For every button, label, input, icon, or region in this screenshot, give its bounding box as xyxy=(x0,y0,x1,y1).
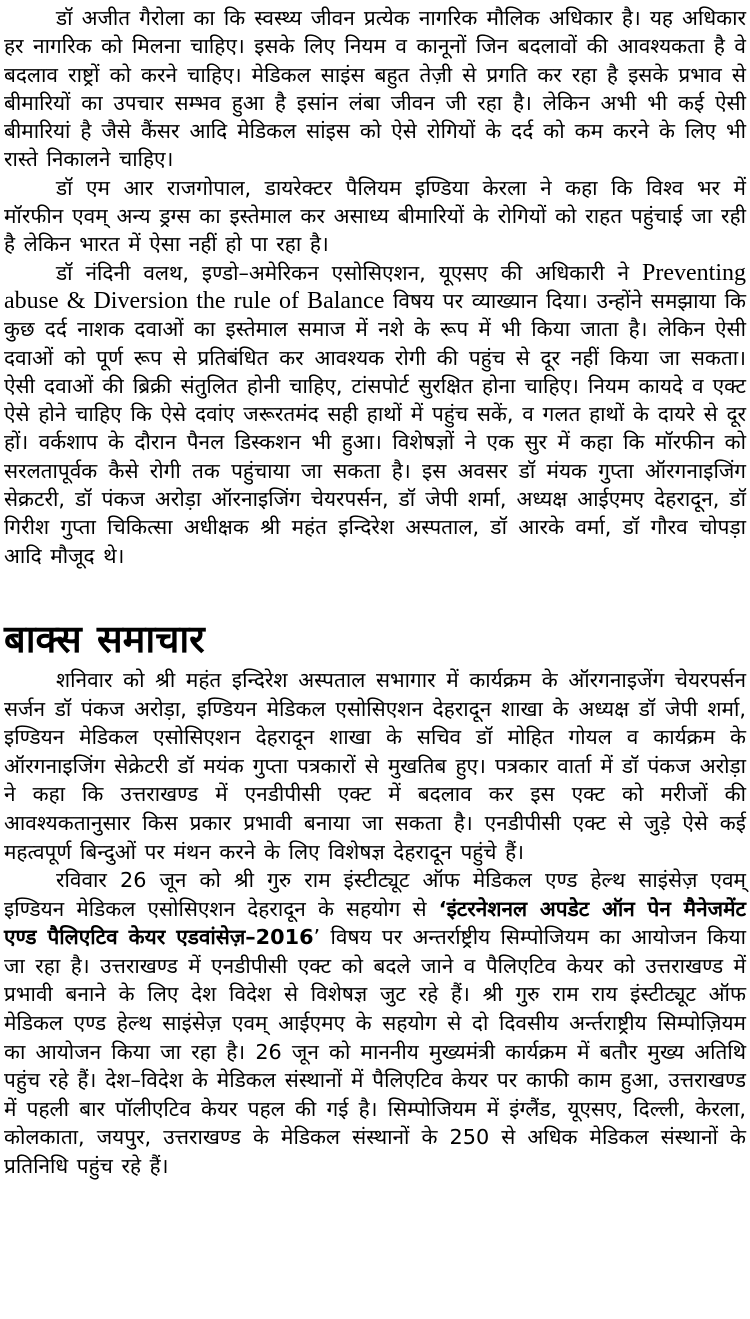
box-news-heading: बाक्स समाचार xyxy=(4,616,205,661)
symposium-title: ‘इंटरनेशनल अपडेट ऑन पेन मैनेजमेंट एण्ड पैलिएटिव केयर एडवांसेज़–2016 xyxy=(4,896,746,950)
paragraph-symposium-intro: रविवार 26 जून को श्री गुरु राम इंस्टीट्यूट ऑफ मेडिकल एण्ड हेल्थ साइंसेज़ एवम् इण्डियन मेडिकल एसोसिएशन देहरादून के सहयोग से xyxy=(4,868,746,921)
paragraph-symposium-body: ’ विषय पर अन्तर्राष्ट्रीय सिम्पोजियम का आयोजन किया जा रहा है। उत्तराखण्ड में एनडीपीसी एक्ट को बदले जाने व पैलिएटिव केयर को उत्तराखण्ड में प्रभावी बनाने के लिए देश विदेश से विशेषज्ञ जुट रहे हैं। श्री गुरु राम राय इंस्टीट्यूट ऑफ मेडिकल एण्ड हेल्थ साइंसेज़ एवम् आईएमए के सहयोग से दो दिवसीय अर्न्तराष्ट्रीय सिम्पोज़ियम का आयोजन किया जा रहा है। 26 जून को माननीय मुख्यमंत्री कार्यक्रम में बतौर मुख्य अतिथि पहुंच रहे हैं। देश–विदेश के मेडिकल संस्थानों में पैलिएटिव केयर पर काफी काम हुआ, उत्तराखण्ड में पहली बार पॉलीएटिव केयर पहल की गई है। सिम्पोजियम में इंग्लैंड, यूएसए, दिल्ली, केरला, कोलकाता, जयपुर, उत्तराखण्ड के मेडिकल संस्थानों के 250 से अधिक मेडिकल संस्थानों के प्रतिनिधि पहुंच रहे हैं। xyxy=(4,925,746,1179)
paragraph-valath-intro: डॉ नंदिनी वलथ, इण्डो–अमेरिकन एसोसिएशन, यूएसए की अधिकारी ने xyxy=(56,260,643,285)
article-section xyxy=(4,4,746,570)
english-lecture-title: Preventing abuse & Diversion the rule of Balance xyxy=(4,259,746,314)
paragraph-symposium xyxy=(4,866,746,1181)
paragraph-gairola: डॉ अजीत गैरोला का कि स्वस्थ्य जीवन प्रत्येक नागरिक मौलिक अधिकार है। यह अधिकार हर नागरिक को मिलना चाहिए। इसके लिए नियम व कानूनों जिन बदलावों की आवश्यकता है वे बदलाव राष्ट्रों को करने चाहिए। मेडिकल साइंस बहुत तेज़ी से प्रगति कर रहा है इसके प्रभाव से बीमारियों का उपचार सम्भव हुआ है इसांन लंबा जीवन जी रहा है। लेकिन अभी भी कई ऐसी बीमारियां है जैसे कैंसर आदि मेडिकल सांइस को ऐसे रोगियों के दर्द को कम करने के लिए भी रास्ते निकालने चाहिए। xyxy=(4,6,746,172)
paragraph-press-conference: शनिवार को श्री महंत इन्दिरेश अस्पताल सभागार में कार्यक्रम के ऑरगनाइजेंग चेयरपर्सन सर्जन डॉ पंकज अरोड़ा, इण्डियन मेडिकल एसोसिएशन देहरादून शाखा के अध्यक्ष डॉ जेपी शर्मा, इण्डियन मेडिकल एसोसिएशन देहरादून शाखा के सचिव डॉ मोहित गोयल व कार्यक्रम के ऑरगनाइजिंग सेक्रेटरी डॉ मयंक गुप्ता पत्रकारों से मुखतिब हुए। पत्रकार वार्ता में डॉ पंकज अरोड़ा ने कहा कि उत्तराखण्ड में एनडीपीसी एक्ट में बदलाव कर इस एक्ट को मरीजों की आवश्यकतानुसार किस प्रकार प्रभावी बनाया जा सकता है। एनडीपीसी एक्ट से जुड़े ऐसे कई महत्वपूर्ण बिन्दुओं पर मंथन करने के लिए विशेषज्ञ देहरादून पहुंचे हैं। xyxy=(4,667,746,864)
paragraph-valath xyxy=(4,259,746,570)
paragraph-valath-body: विषय पर व्याख्यान दिया। उन्होंने समझाया कि कुछ दर्द नाशक दवाओं का इस्तेमाल समाज में नशे के रूप में भी किया जाता है। लेकिन ऐसी दवाओं को पूर्ण रूप से प्रतिबंधित कर आवश्यक रोगी की पहुंच से दूर नहीं किया जा सकता। ऐसी दवाओं की ब्रिक्री संतुलित होनी चाहिए, टांसपोर्ट सुरक्षित होना चाहिए। नियम कायदे व एक्ट ऐसे होने चाहिए कि ऐसे दवांए जरूरतमंद सही हाथों में पहुंच सकें, व गलत हाथों के दायरे से दूर हों। वर्कशाप के दौरान पैनल डिस्कशन भी हुआ। विशेषज्ञों ने एक सुर में कहा कि मॉरफीन को सरलतापूर्वक कैसे रोगी तक पहुंचाया जा सकता है। इस अवसर डॉ मंयक गुप्ता ऑरगनाइजिंग सेक्रटरी, डॉ पंकज अरोड़ा ऑरनाइजिंग चेयरपर्सन, डॉ जेपी शर्मा, अध्यक्ष आईएमए देहरादून, डॉ गिरीश गुप्ता चिकित्सा अधीक्षक श्री महंत इन्दिरेश अस्पताल, डॉ आरके वर्मा, डॉ गौरव चोपड़ा आदि मौजूद थे। xyxy=(4,288,746,568)
paragraph-rajagopal: डॉ एम आर राजगोपाल, डायरेक्टर पैलियम इण्डिया केरला ने कहा कि विश्व भर में मॉरफीन एवम् अन्य ड्रग्स का इस्तेमाल कर असाध्य बीमारियों के रोगियों को राहत पहुंचाई जा रही है लेकिन भारत में ऐसा नहीं हो पा रहा है। xyxy=(4,175,746,257)
box-news-section xyxy=(4,616,746,1181)
